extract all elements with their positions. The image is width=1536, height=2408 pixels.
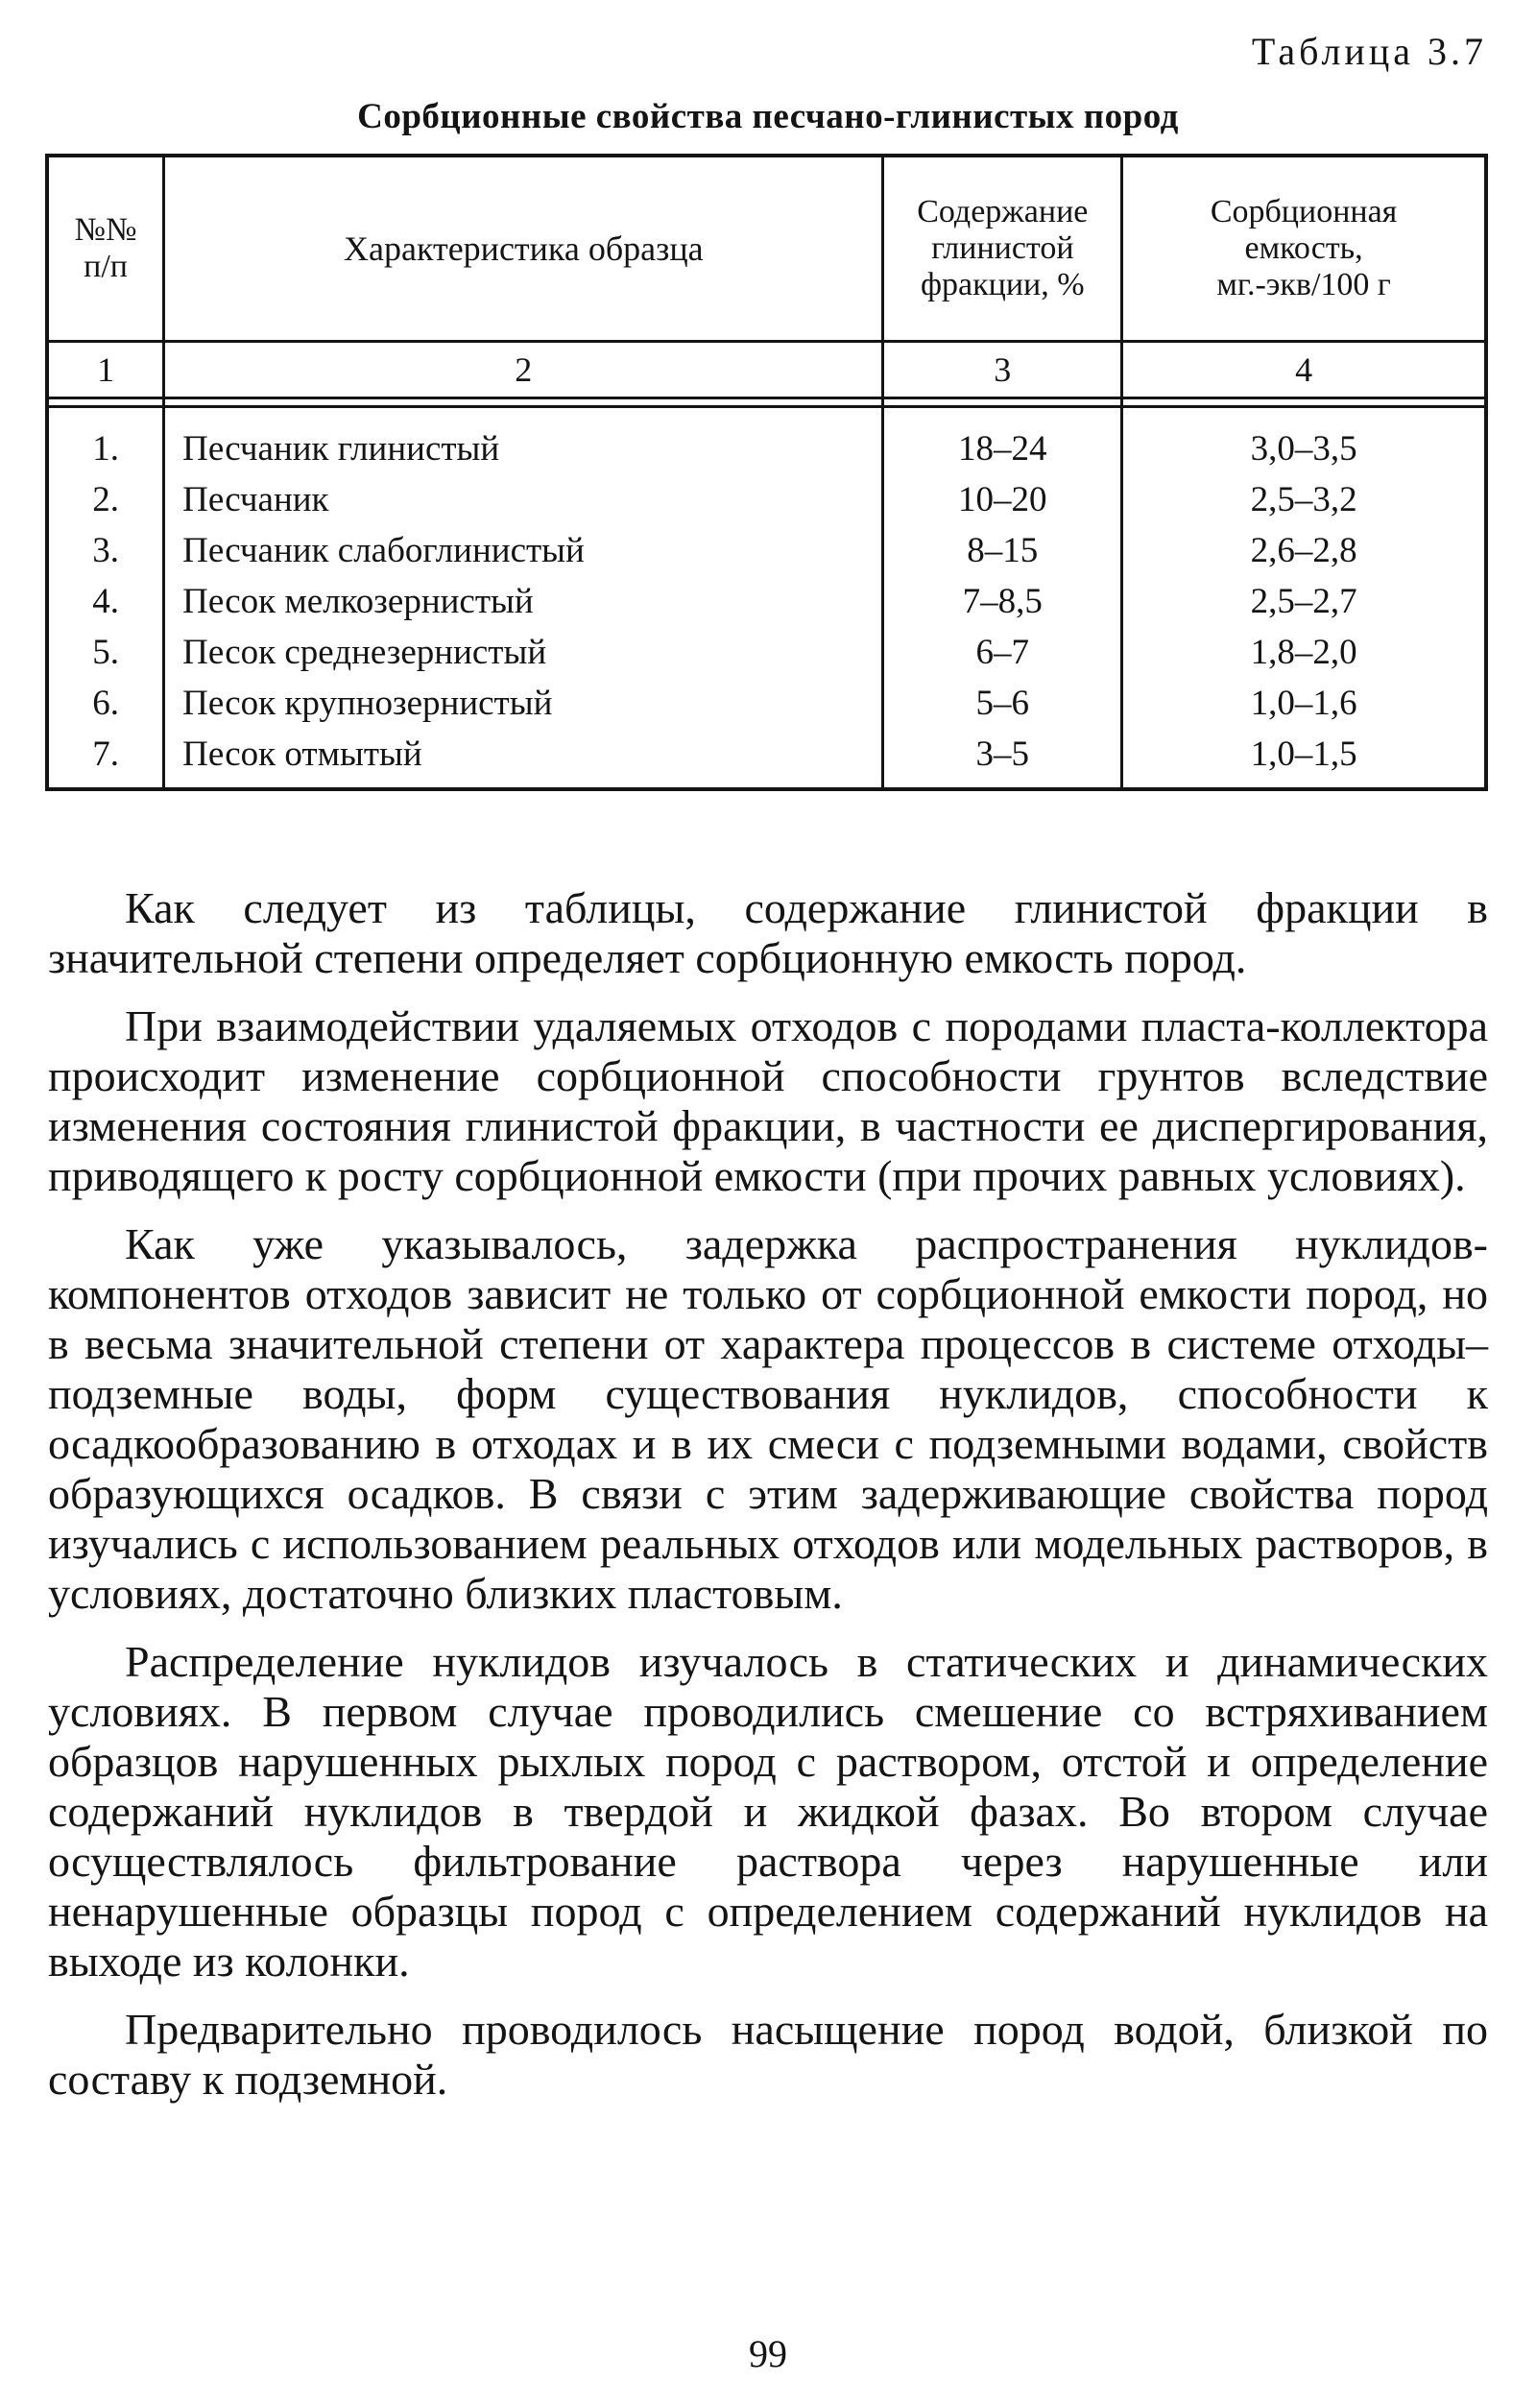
body-text: [48, 883, 1488, 2123]
row-sorption-capacity: 3,0–3,5: [1122, 407, 1486, 475]
header-clay-text: Содержание глинистой фракции, %: [917, 194, 1089, 302]
row-characteristic: Песчаник: [164, 474, 883, 525]
header-sorption-text: Сорбционная емкость, мг.-экв/100 г: [1210, 194, 1398, 302]
header-clay: [883, 156, 1122, 342]
table-row: [47, 474, 1486, 525]
row-characteristic: Песок среднезернистый: [164, 627, 883, 678]
paragraph: Распределение нуклидов изучалось в статических и динамических условиях. В первом случае проводились смешение со встряхиванием образцов нарушенных рыхлых пород с раствором, отстой и определение содержаний нуклидов в твердой и жидкой фазах. Во втором случае осуществлялось фильтрование раствора через нарушенные или ненарушенные образцы пород с определением содержаний нуклидов на выходе из колонки.: [48, 1637, 1488, 1986]
row-sorption-capacity: 1,8–2,0: [1122, 627, 1486, 678]
paragraph: При взаимодействии удаляемых отходов с породами пласта-коллектора происходит изменение сорбционной способности грунтов вследствие изменения состояния глинистой фракции, в частности ее диспергирования, приводящего к росту сорбционной емкости (при прочих равных условиях).: [48, 1001, 1488, 1200]
table-title: Сорбционные свойства песчано-глинистых пород: [357, 97, 1179, 136]
table-row: [47, 407, 1486, 475]
table-row: [47, 576, 1486, 627]
paragraph: Как следует из таблицы, содержание глинистой фракции в значительной степени определяет сорбционную емкость пород.: [48, 883, 1488, 982]
header-characteristic: Характеристика образца: [164, 156, 883, 342]
row-characteristic: Песчаник слабоглинистый: [164, 525, 883, 576]
page-number: 99: [749, 2332, 787, 2375]
row-clay-content: 7–8,5: [883, 576, 1122, 627]
row-clay-content: 3–5: [883, 729, 1122, 789]
column-number-row: [47, 342, 1486, 398]
table-row: [47, 678, 1486, 729]
column-number: 4: [1122, 342, 1486, 398]
row-sorption-capacity: 2,6–2,8: [1122, 525, 1486, 576]
row-number: 5.: [47, 627, 164, 678]
table-body: [47, 407, 1486, 790]
separator-row: [47, 398, 1486, 407]
row-number: 2.: [47, 474, 164, 525]
row-clay-content: 8–15: [883, 525, 1122, 576]
row-sorption-capacity: 2,5–2,7: [1122, 576, 1486, 627]
row-number: 7.: [47, 729, 164, 789]
row-number: 4.: [47, 576, 164, 627]
row-characteristic: Песок крупнозернистый: [164, 678, 883, 729]
row-characteristic: Песок мелкозернистый: [164, 576, 883, 627]
row-characteristic: Песок отмытый: [164, 729, 883, 789]
column-number: 2: [164, 342, 883, 398]
table-label: Таблица 3.7: [1251, 30, 1487, 73]
table-row: [47, 729, 1486, 789]
header-num: [47, 156, 164, 342]
column-number: 1: [47, 342, 164, 398]
header-num-text: №№ п/п: [74, 212, 137, 284]
row-sorption-capacity: 1,0–1,5: [1122, 729, 1486, 789]
table-row: [47, 627, 1486, 678]
row-sorption-capacity: 2,5–3,2: [1122, 474, 1486, 525]
row-characteristic: Песчаник глинистый: [164, 407, 883, 475]
paragraph: Предварительно проводилось насыщение пород водой, близкой по составу к подземной.: [48, 2005, 1488, 2104]
row-number: 3.: [47, 525, 164, 576]
row-clay-content: 5–6: [883, 678, 1122, 729]
row-clay-content: 10–20: [883, 474, 1122, 525]
sorption-table: [45, 154, 1488, 791]
paragraph: Как уже указывалось, задержка распространения нуклидов-компонентов отходов зависит не только от сорбционной емкости пород, но в весьма значительной степени от характера процессов в системе отходы–подземные воды, форм существования нуклидов, способности к осадкообразованию в отходах и в их смеси с подземными водами, свойств образующихся осадков. В связи с этим задерживающие свойства пород изучались с использованием реальных отходов или модельных растворов, в условиях, достаточно близких пластовым.: [48, 1219, 1488, 1618]
row-number: 1.: [47, 407, 164, 475]
column-number: 3: [883, 342, 1122, 398]
row-sorption-capacity: 1,0–1,6: [1122, 678, 1486, 729]
row-number: 6.: [47, 678, 164, 729]
table-row: [47, 525, 1486, 576]
header-sorption: [1122, 156, 1486, 342]
row-clay-content: 6–7: [883, 627, 1122, 678]
row-clay-content: 18–24: [883, 407, 1122, 475]
